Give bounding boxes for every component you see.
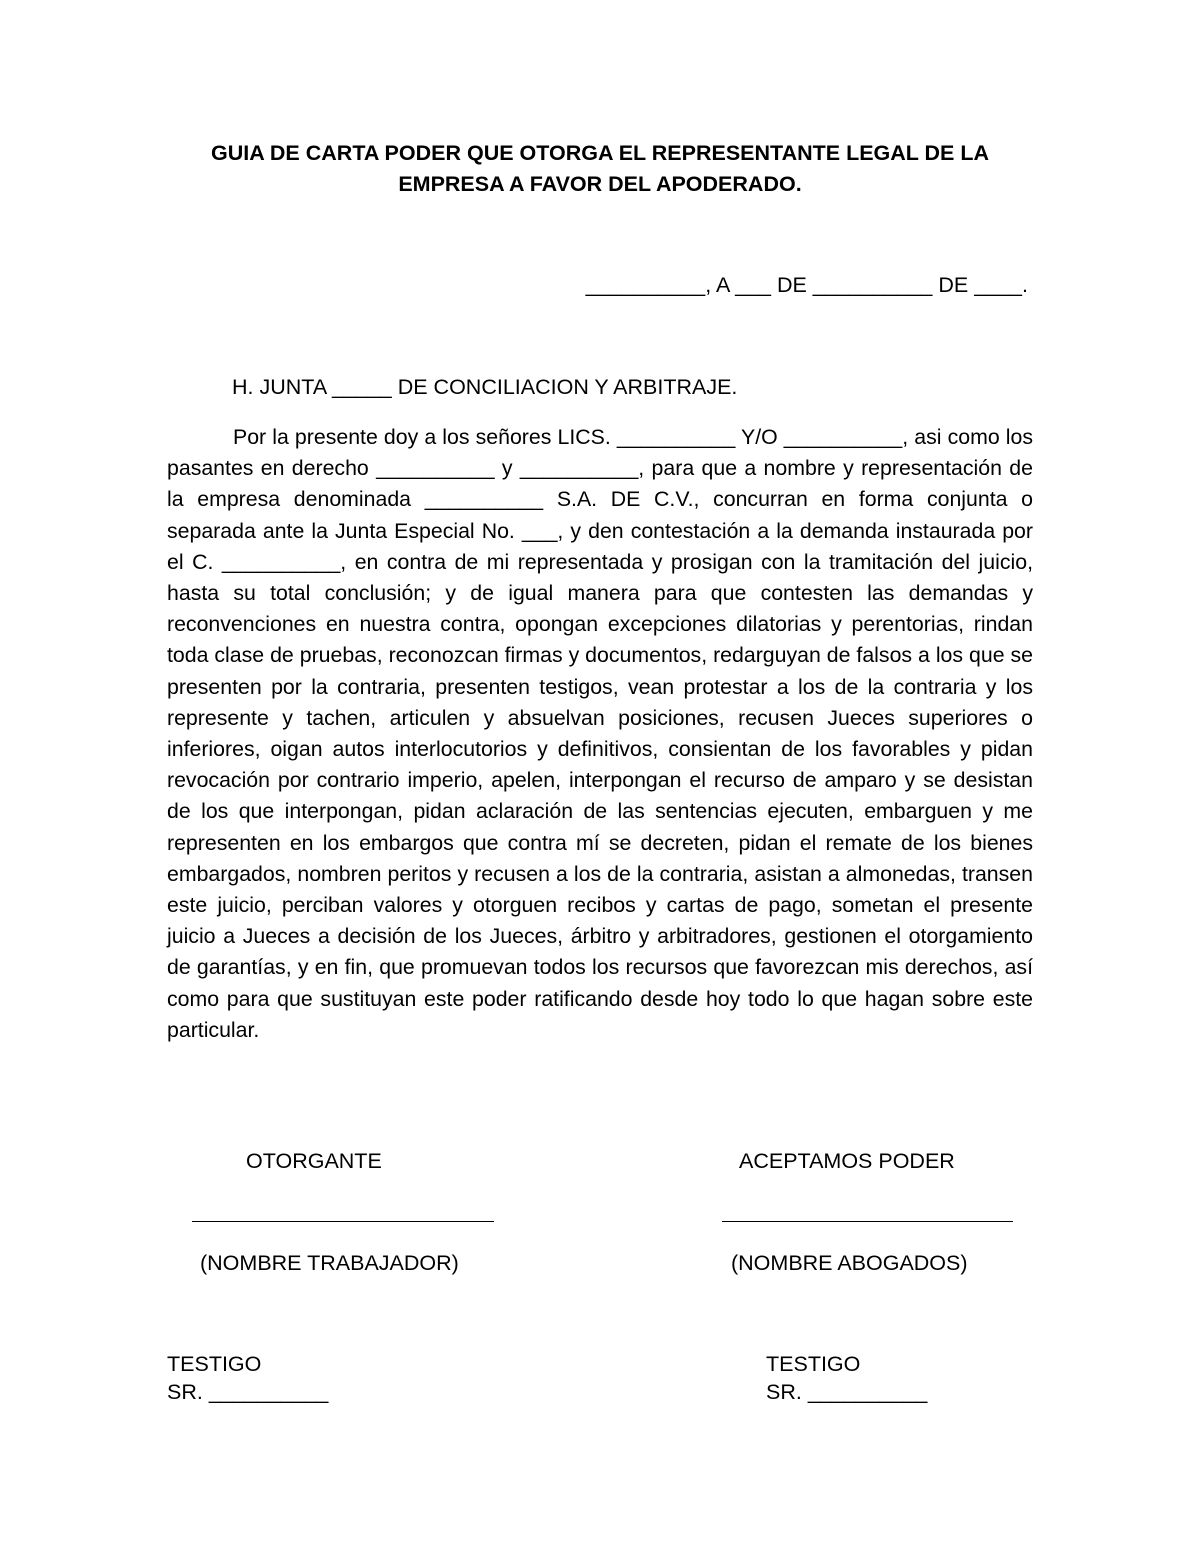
attorneys-name: (NOMBRE ABOGADOS)	[731, 1251, 968, 1275]
body-paragraph: Por la presente doy a los señores LICS. __________ Y/O __________, asi como los pasantes en derecho __________ y __________, para que a nombre y representación de la empresa denominada __________ S.A. DE C.V., concurran en forma conjunta o separada ante la Junta Especial No. ___, y den contestación a la demanda instaurada por el C. __________, en contra de mi representada y prosigan con la tramitación del juicio, hasta su total conclusión; y de igual manera para que contesten las demandas y reconvenciones en nuestra contra, opongan excepciones dilatorias y perentorias, rindan toda clase de pruebas, reconozcan firmas y documentos, redarguyan de falsos a los que se presenten por la contraria, presenten testigos, vean protestar a los de la contraria y los represente y tachen, articulen y absuelvan posiciones, recusen Jueces superiores o inferiores, oigan autos interlocutorios y definitivos, consientan de los favorables y pidan revocación por contrario imperio, apelen, interpongan el recurso de amparo y se desistan de los que interpongan, pidan aclaración de las sentencias ejecuten, embarguen y me representen en los embargos que contra mí se decreten, pidan el remate de los bienes embargados, nombren peritos y recusen a los de la contraria, asistan a almonedas, transen este juicio, perciban valores y otorguen recibos y cartas de pago, sometan el presente juicio a Jueces a decisión de los Jueces, árbitro y arbitradores, gestionen el otorgamiento de garantías, y en fin, que promuevan todos los recursos que favorezcan mis derechos, así como para que sustituyan este poder ratificando desde hoy todo lo que hagan sobre este particular.	[167, 425, 1033, 1042]
acceptance-heading: ACEPTAMOS PODER	[739, 1149, 955, 1173]
document-title	[0, 138, 1200, 200]
grantor-name: (NOMBRE TRABAJADOR)	[200, 1251, 459, 1275]
witness-right-label: TESTIGO	[766, 1352, 861, 1376]
addressee: H. JUNTA _____ DE CONCILIACION Y ARBITRAJE.	[232, 375, 738, 399]
witness-left-name: SR. __________	[167, 1380, 329, 1404]
attorneys-signature-line	[722, 1221, 1013, 1222]
date-line: __________, A ___ DE __________ DE ____.	[585, 273, 1028, 297]
grantor-signature-line	[192, 1221, 494, 1222]
grantor-heading: OTORGANTE	[246, 1149, 382, 1173]
title-line-2: EMPRESA A FAVOR DEL APODERADO.	[398, 172, 802, 196]
witness-right-name: SR. __________	[766, 1380, 928, 1404]
title-line-1: GUIA DE CARTA PODER QUE OTORGA EL REPRESENTANTE LEGAL DE LA	[210, 141, 990, 165]
witness-left-label: TESTIGO	[167, 1352, 262, 1376]
